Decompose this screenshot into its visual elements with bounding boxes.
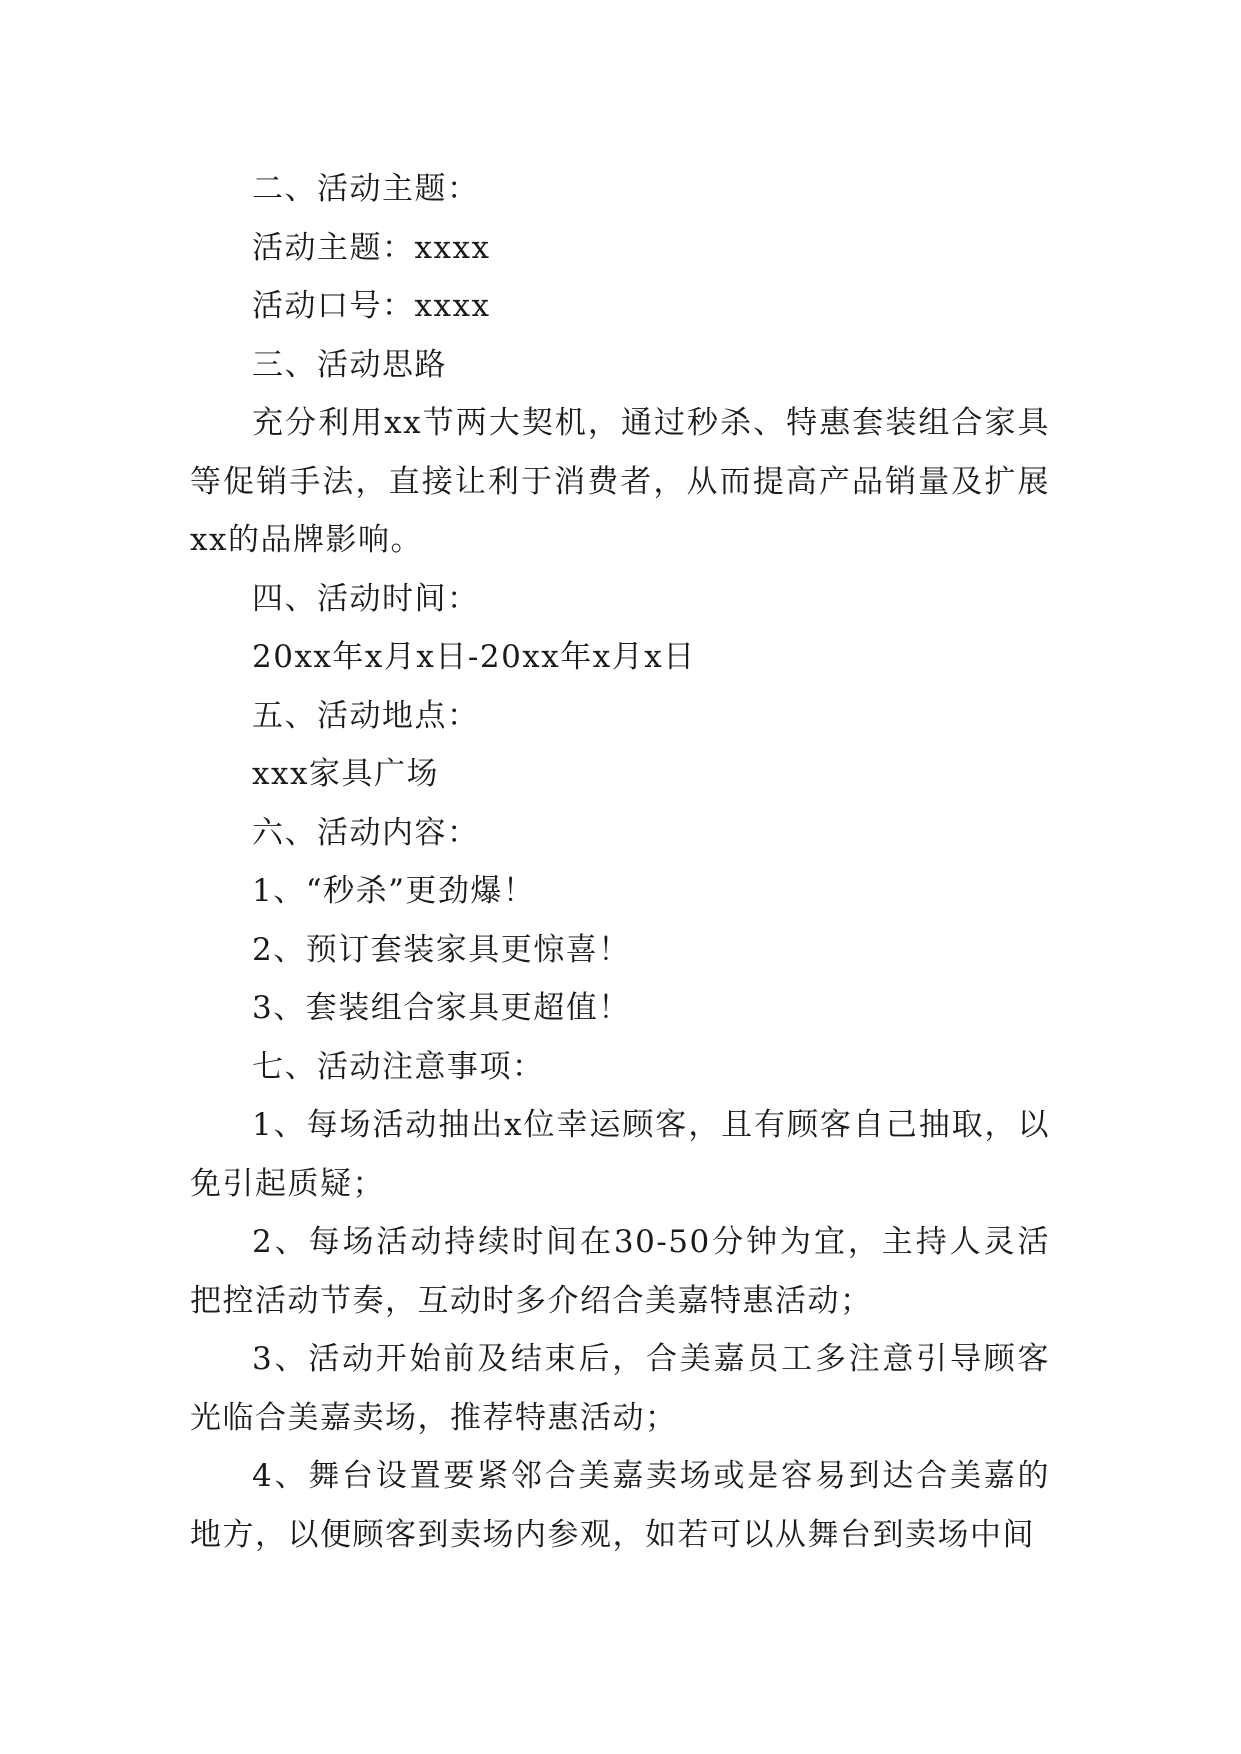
heading-activity-theme: 二、活动主题： <box>252 171 480 207</box>
document-body <box>190 160 1050 1564</box>
activity-slogan-line: 活动口号：xxxx <box>252 288 491 324</box>
heading-activity-notes: 七、活动注意事项： <box>252 1048 545 1085</box>
activity-time-line: 20xx年x月x日-20xx年x月x日 <box>252 639 696 675</box>
activity-theme-line: 活动主题：xxxx <box>252 229 491 266</box>
activity-location-line: xxx家具广场 <box>252 756 439 792</box>
heading-activity-content: 六、活动内容： <box>252 814 480 851</box>
heading-activity-time: 四、活动时间： <box>252 580 480 617</box>
note-item-3: 3、活动开始前及结束后，合美嘉员工多注意引导顾客光临合美嘉卖场，推荐特惠活动； <box>190 1341 1050 1436</box>
activity-idea-paragraph: 充分利用xx节两大契机，通过秒杀、特惠套装组合家具等促销手法，直接让利于消费者，从而提高产品销量及扩展xx的品牌影响。 <box>190 405 1050 558</box>
note-item-4: 4、舞台设置要紧邻合美嘉卖场或是容易到达合美嘉的地方，以便顾客到卖场内参观，如若可以从舞台到卖场中间 <box>190 1458 1050 1553</box>
content-item-2: 2、预订套装家具更惊喜！ <box>252 931 631 968</box>
content-item-1: 1、“秒杀”更劲爆！ <box>252 873 536 909</box>
heading-activity-idea: 三、活动思路 <box>252 346 447 383</box>
note-item-2: 2、每场活动持续时间在30-50分钟为宜，主持人灵活把控活动节奏，互动时多介绍合美嘉特惠活动； <box>190 1224 1050 1319</box>
content-item-3: 3、套装组合家具更超值！ <box>252 990 631 1026</box>
heading-activity-location: 五、活动地点： <box>252 697 480 734</box>
note-item-1: 1、每场活动抽出x位幸运顾客，且有顾客自己抽取，以免引起质疑； <box>190 1107 1050 1202</box>
